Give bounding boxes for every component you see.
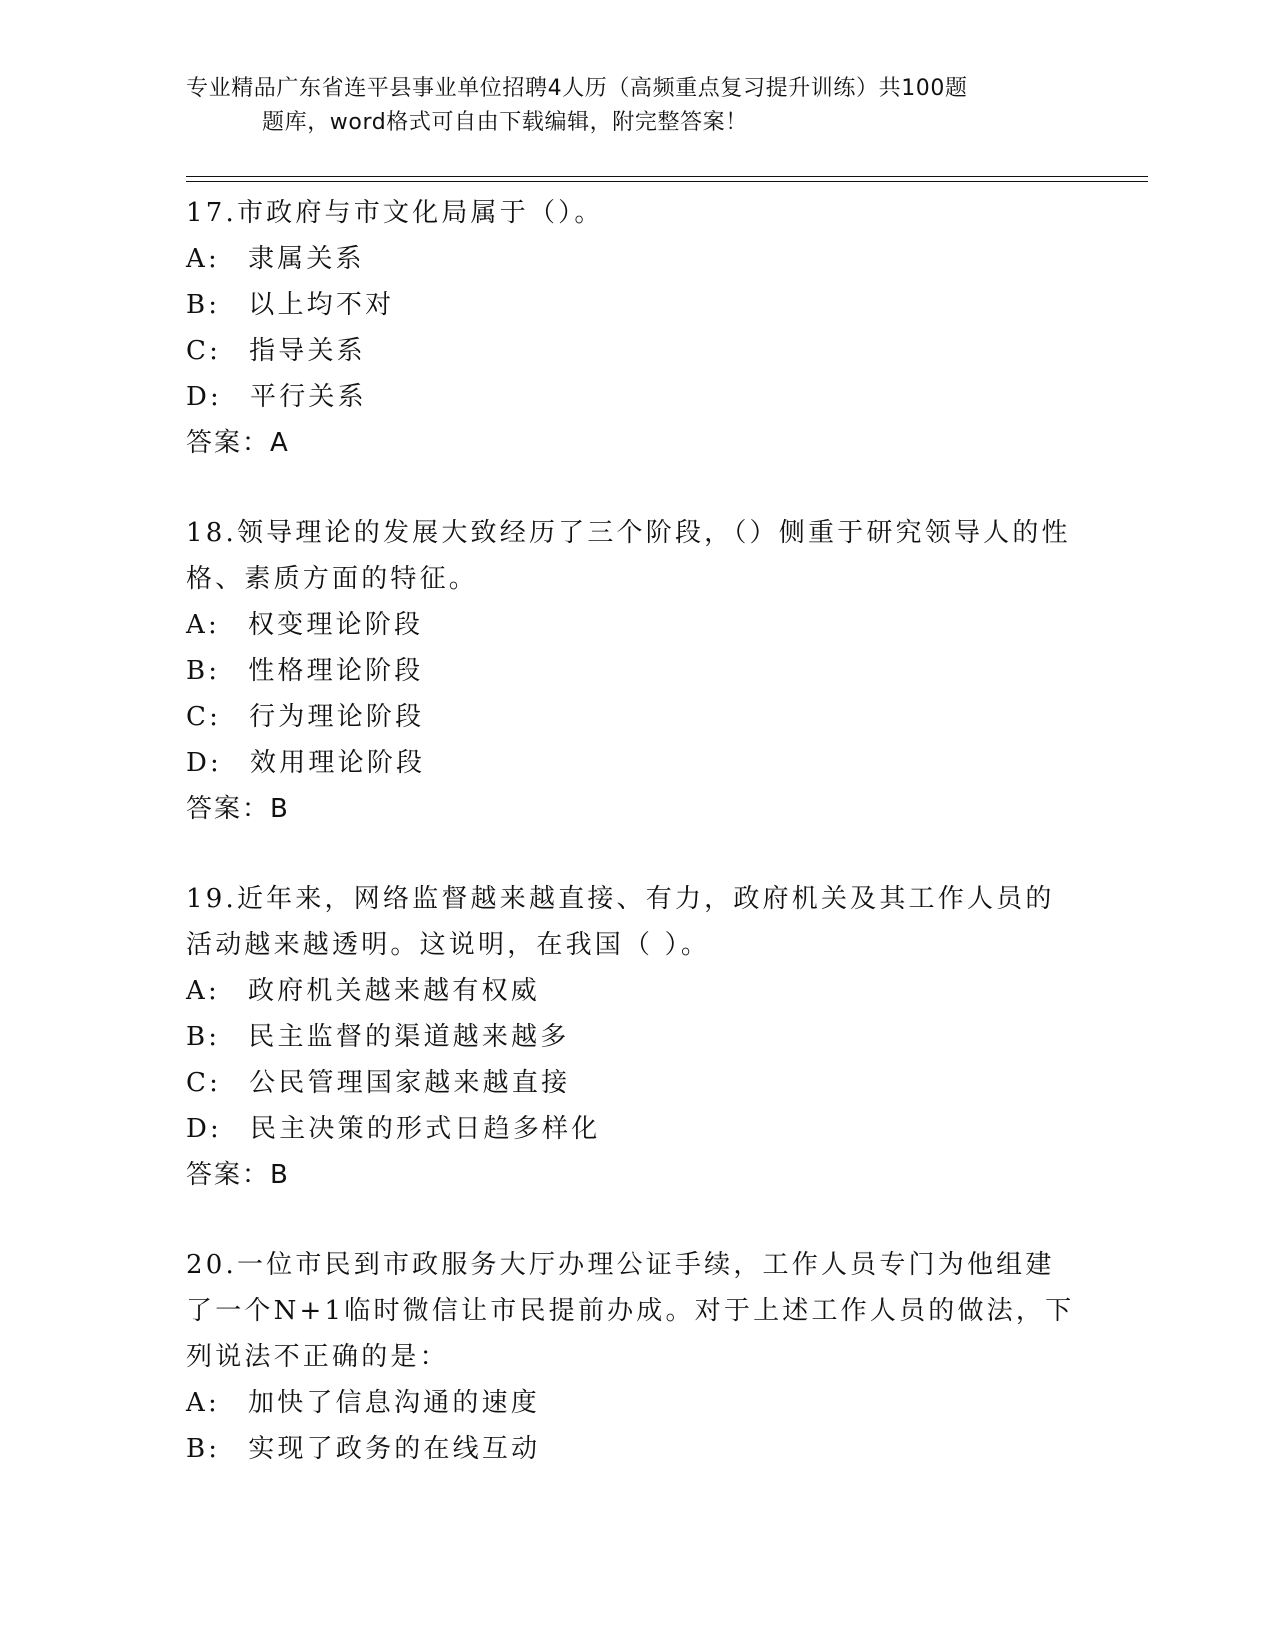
question-stem: 18.领导理论的发展大致经历了三个阶段，（）侧重于研究领导人的性格、素质方面的特征。 (186, 518, 1071, 594)
option-text: 权变理论阶段 (247, 610, 424, 640)
option-text: 民主监督的渠道越来越多 (248, 1022, 570, 1052)
option-a (186, 968, 1076, 1014)
option-letter: C: (186, 702, 222, 732)
question-stem: 19.近年来，网络监督越来越直接、有力，政府机关及其工作人员的活动越来越透明。这说明，在我国（ ）。 (186, 884, 1055, 960)
option-c (186, 328, 1076, 374)
header-divider-bottom (186, 181, 1148, 182)
option-d (186, 740, 1076, 786)
question-list (186, 190, 1076, 1472)
question-18 (186, 510, 1076, 832)
option-b (186, 648, 1076, 694)
option-text: 效用理论阶段 (250, 748, 426, 778)
option-d (186, 374, 1076, 420)
option-a (186, 236, 1076, 282)
option-letter: B: (186, 656, 221, 686)
option-letter: C: (186, 336, 222, 366)
option-letter: B: (186, 1022, 221, 1052)
answer-line: 答案：B (186, 1160, 290, 1190)
question-20 (186, 1242, 1076, 1472)
answer-line: 答案：B (186, 794, 290, 824)
option-letter: C: (186, 1068, 222, 1098)
question-stem: 17.市政府与市文化局属于（）。 (186, 198, 604, 228)
option-a (186, 602, 1076, 648)
option-letter: B: (186, 290, 221, 320)
option-text: 民主决策的形式日趋多样化 (250, 1114, 601, 1144)
option-text: 隶属关系 (247, 244, 365, 274)
option-b (186, 1426, 1076, 1472)
option-b (186, 282, 1076, 328)
answer-line: 答案：A (186, 428, 290, 458)
option-text: 指导关系 (249, 336, 366, 366)
option-letter: D: (186, 1114, 223, 1144)
question-stem: 20.一位市民到市政服务大厅办理公证手续，工作人员专门为他组建了一个N+1临时微信让市民提前办成。对于上述工作人员的做法，下列说法不正确的是： (186, 1250, 1075, 1372)
header-title-line-2: 题库，word格式可自由下载编辑，附完整答案！ (262, 110, 748, 135)
option-text: 加快了信息沟通的速度 (247, 1388, 540, 1418)
option-d (186, 1106, 1076, 1152)
option-a (186, 1380, 1076, 1426)
option-text: 行为理论阶段 (249, 702, 425, 732)
option-b (186, 1014, 1076, 1060)
option-text: 以上均不对 (248, 290, 395, 320)
option-letter: D: (186, 382, 223, 412)
option-letter: A: (186, 976, 220, 1006)
option-c (186, 1060, 1076, 1106)
question-17 (186, 190, 1076, 466)
option-c (186, 694, 1076, 740)
document-header (186, 72, 1086, 140)
option-text: 政府机关越来越有权威 (247, 976, 540, 1006)
header-divider-top (186, 176, 1148, 177)
option-text: 实现了政务的在线互动 (248, 1434, 541, 1464)
option-letter: D: (186, 748, 223, 778)
option-letter: B: (186, 1434, 221, 1464)
option-text: 公民管理国家越来越直接 (249, 1068, 571, 1098)
header-title-line-1: 专业精品广东省连平县事业单位招聘4人历（高频重点复习提升训练）共100题 (186, 76, 968, 101)
option-letter: A: (186, 1388, 220, 1418)
option-text: 平行关系 (250, 382, 367, 412)
question-19 (186, 876, 1076, 1198)
option-letter: A: (186, 244, 220, 274)
option-text: 性格理论阶段 (248, 656, 424, 686)
option-letter: A: (186, 610, 220, 640)
